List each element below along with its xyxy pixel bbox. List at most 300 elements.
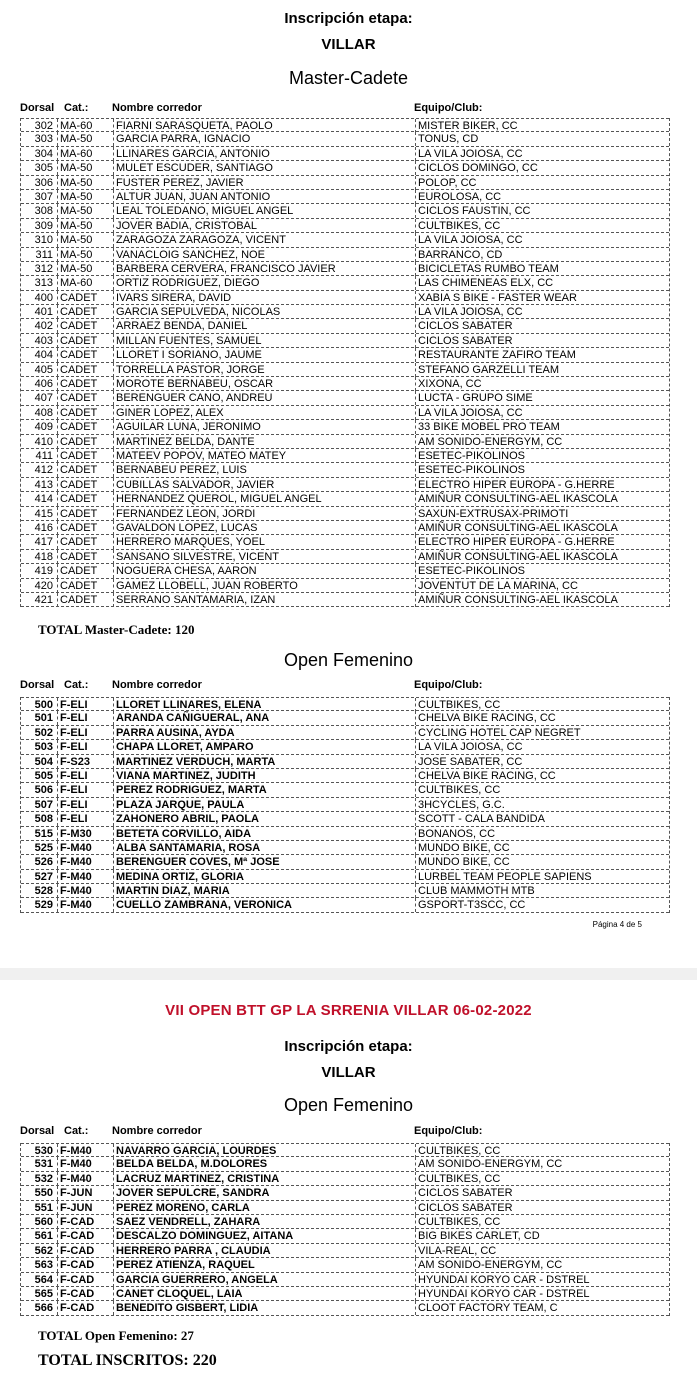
team-cell: JOVENTUT DE LA MARINA, CC — [415, 579, 668, 593]
rider-name-cell: LACRUZ MARTINEZ, CRISTINA — [113, 1172, 414, 1186]
team-cell: CICLOS FAUSTIN, CC — [415, 204, 668, 218]
dorsal-cell: 416 — [34, 521, 53, 534]
dorsal-cell: 415 — [34, 507, 53, 520]
table-row — [21, 769, 669, 783]
category-cell: MA-50 — [57, 161, 114, 175]
category-cell: CADET — [57, 449, 114, 463]
table-row — [21, 1201, 669, 1215]
dorsal-cell: 525 — [34, 841, 53, 854]
rider-name-cell: LLINARES GARCIA, ANTONIO — [113, 147, 414, 161]
team-cell: SCOTT - CALA BANDIDA — [415, 812, 668, 826]
rider-name-cell: JOVER BADIA, CRISTOBAL — [113, 219, 414, 233]
dorsal-cell: 414 — [34, 493, 53, 506]
rider-name-cell: CUBILLAS SALVADOR, JAVIER — [113, 478, 414, 492]
rider-name-cell: NOGUERA CHESA, AARON — [113, 564, 414, 578]
table-row — [21, 190, 669, 204]
dorsal-cell: 500 — [34, 699, 53, 711]
team-cell: CULTBIKES, CC — [415, 1144, 668, 1158]
table-row — [21, 161, 669, 175]
dorsal-cell: 412 — [34, 464, 53, 477]
dorsal-cell: 405 — [34, 363, 53, 376]
rider-name-cell: MULET ESCUDER, SANTIAGO — [113, 161, 414, 175]
team-cell: BARRANCO, CD — [415, 248, 668, 262]
dorsal-cell: 564 — [34, 1273, 53, 1286]
category-cell: CADET — [57, 593, 114, 607]
rider-name-cell: VANACLOIG SANCHEZ, NOE — [113, 248, 414, 262]
team-cell: XABIA S BIKE - FASTER WEAR — [415, 291, 668, 305]
category-heading-open-femenino: Open Femenino — [283, 650, 414, 670]
dorsal-cell: 309 — [34, 219, 53, 232]
rider-name-cell: TORRELLA PASTOR, JORGE — [113, 363, 414, 377]
category-cell: MA-50 — [57, 204, 114, 218]
dorsal-cell: 526 — [34, 856, 53, 869]
rider-name-cell: BELDA BELDA, M.DOLORES — [113, 1157, 414, 1171]
table-row — [21, 521, 669, 535]
category-cell: CADET — [57, 564, 114, 578]
table-row — [21, 841, 669, 855]
category-cell: F-ELI — [57, 698, 114, 712]
category-cell: MA-50 — [57, 132, 114, 146]
dorsal-cell: 504 — [34, 755, 53, 768]
rider-name-cell: JOVER SEPULCRE, SANDRA — [113, 1186, 414, 1200]
table-row — [21, 550, 669, 564]
category-cell: F-CAD — [57, 1244, 114, 1258]
rider-name-cell: GAVALDON LOPEZ, LUCAS — [113, 521, 414, 535]
team-cell: CLOOT FACTORY TEAM, C — [415, 1301, 668, 1315]
rider-name-cell: GARCIA GUERRERO, ANGELA — [113, 1273, 414, 1287]
dorsal-cell: 508 — [34, 813, 53, 826]
table-row — [21, 870, 669, 884]
rider-name-cell: GARCIA PARRA, IGNACIO — [113, 132, 414, 146]
rider-name-cell: GAMEZ LLOBELL, JUAN ROBERTO — [113, 579, 414, 593]
team-cell: VILA-REAL, CC — [415, 1244, 668, 1258]
category-cell: CADET — [57, 319, 114, 333]
table-row — [21, 305, 669, 319]
col-cat: Cat.: — [64, 679, 89, 691]
dorsal-cell: 503 — [34, 741, 53, 754]
category-cell: F-CAD — [57, 1215, 114, 1229]
team-cell: JOSE SABATER, CC — [415, 755, 668, 769]
category-cell: F-ELI — [57, 711, 114, 725]
rider-name-cell: MILLAN FUENTES, SAMUEL — [113, 334, 414, 348]
dorsal-cell: 550 — [34, 1187, 53, 1200]
rider-name-cell: HERNANDEZ QUEROL, MIGUEL ANGEL — [113, 492, 414, 506]
table-row — [21, 1244, 669, 1258]
category-cell: F-M30 — [57, 827, 114, 841]
table-row — [21, 564, 669, 578]
table-row — [21, 726, 669, 740]
inscription-title: Inscripción etapa: — [284, 10, 413, 27]
rider-name-cell: ORTIZ RODRIGUEZ, DIEGO — [113, 276, 414, 290]
dorsal-cell: 302 — [34, 120, 53, 132]
dorsal-cell: 531 — [34, 1158, 53, 1171]
table-row — [21, 507, 669, 521]
category-cell: CADET — [57, 334, 114, 348]
category-cell: MA-50 — [57, 219, 114, 233]
table-row — [21, 1273, 669, 1287]
team-cell: TONUS, CD — [415, 132, 668, 146]
dorsal-cell: 551 — [34, 1201, 53, 1214]
open-femenino-table-1 — [20, 697, 670, 913]
team-cell: AMIÑUR CONSULTING-AEL IKASCOLA — [415, 550, 668, 564]
rider-name-cell: ARANDA CAÑIGUERAL, ANA — [113, 711, 414, 725]
table-row — [21, 248, 669, 262]
dorsal-cell: 305 — [34, 162, 53, 175]
table-row — [21, 1172, 669, 1186]
category-cell: F-CAD — [57, 1287, 114, 1301]
category-cell: F-ELI — [57, 812, 114, 826]
team-cell: CYCLING HOTEL CAP NEGRET — [415, 726, 668, 740]
team-cell: CLUB MAMMOTH MTB — [415, 884, 668, 898]
table-row — [21, 1287, 669, 1301]
table-row — [21, 435, 669, 449]
team-cell: LA VILA JOIOSA, CC — [415, 305, 668, 319]
team-cell: EUROLOSA, CC — [415, 190, 668, 204]
open-femenino-table-2 — [20, 1143, 670, 1316]
category-cell: CADET — [57, 406, 114, 420]
table-row — [21, 233, 669, 247]
table-row — [21, 334, 669, 348]
team-cell: CULTBIKES, CC — [415, 698, 668, 712]
dorsal-cell: 417 — [34, 536, 53, 549]
category-heading-open-femenino: Open Femenino — [283, 1095, 414, 1115]
table-row — [21, 377, 669, 391]
dorsal-cell: 409 — [34, 421, 53, 434]
category-cell: F-ELI — [57, 740, 114, 754]
dorsal-cell: 420 — [34, 579, 53, 592]
category-cell: CADET — [57, 463, 114, 477]
table-row — [21, 1186, 669, 1200]
team-cell: ESETEC-PIKOLINOS — [415, 449, 668, 463]
dorsal-cell: 528 — [34, 885, 53, 898]
dorsal-cell: 502 — [34, 726, 53, 739]
team-cell: MISTER BIKER, CC — [415, 119, 668, 133]
category-cell: CADET — [57, 305, 114, 319]
category-cell: CADET — [57, 363, 114, 377]
dorsal-cell: 400 — [34, 291, 53, 304]
dorsal-cell: 401 — [34, 306, 53, 319]
rider-name-cell: CANET CLOQUEL, LAIA — [113, 1287, 414, 1301]
rider-name-cell: NAVARRO GARCIA, LOURDES — [113, 1144, 414, 1158]
team-cell: LUCTA - GRUPO SIME — [415, 391, 668, 405]
rider-name-cell: PEREZ RODRIGUEZ, MARTA — [113, 783, 414, 797]
team-cell: LA VILA JOIOSA, CC — [415, 233, 668, 247]
table-row — [21, 697, 669, 711]
rider-name-cell: ZAHONERO ABRIL, PAOLA — [113, 812, 414, 826]
rider-name-cell: LEAL TOLEDANO, MIGUEL ANGEL — [113, 204, 414, 218]
col-dorsal: Dorsal — [20, 679, 55, 691]
category-cell: CADET — [57, 579, 114, 593]
table-row — [21, 711, 669, 725]
team-cell: XIXONA, CC — [415, 377, 668, 391]
inscription-title: Inscripción etapa: — [284, 1038, 413, 1055]
team-cell: LA VILA JOIOSA, CC — [415, 406, 668, 420]
table-row — [21, 593, 669, 607]
table-row — [21, 449, 669, 463]
dorsal-cell: 311 — [35, 248, 53, 261]
category-cell: MA-60 — [57, 276, 114, 290]
page-2 — [0, 980, 697, 1384]
stage-name: VILLAR — [321, 1064, 376, 1081]
dorsal-cell: 563 — [34, 1259, 53, 1272]
dorsal-cell: 565 — [34, 1287, 53, 1300]
table-row — [21, 1301, 669, 1315]
rider-name-cell: IVARS SIRERA, DAVID — [113, 291, 414, 305]
dorsal-cell: 501 — [34, 712, 53, 725]
team-cell: CULTBIKES, CC — [415, 1172, 668, 1186]
team-cell: BONANOS, CC — [415, 827, 668, 841]
dorsal-cell: 560 — [34, 1215, 53, 1228]
category-cell: CADET — [57, 435, 114, 449]
dorsal-cell: 408 — [34, 406, 53, 419]
category-heading-master-cadete: Master-Cadete — [288, 68, 409, 88]
stage-name: VILLAR — [321, 36, 376, 53]
table-row — [21, 406, 669, 420]
category-cell: F-M40 — [57, 898, 114, 912]
rider-name-cell: MARTIN DIAZ, MARIA — [113, 884, 414, 898]
category-cell: F-JUN — [57, 1201, 114, 1215]
table-row — [21, 319, 669, 333]
dorsal-cell: 313 — [34, 277, 53, 290]
dorsal-cell: 304 — [34, 147, 53, 160]
rider-name-cell: PARRA AUSINA, AYDA — [113, 726, 414, 740]
category-cell: F-CAD — [57, 1258, 114, 1272]
grand-total: TOTAL INSCRITOS: 220 — [38, 1352, 217, 1369]
dorsal-cell: 421 — [34, 593, 53, 606]
col-team: Equipo/Club: — [414, 1125, 483, 1137]
team-cell: HYUNDAI KORYO CAR - DSTREL — [415, 1273, 668, 1287]
dorsal-cell: 529 — [34, 899, 53, 912]
dorsal-cell: 530 — [34, 1145, 53, 1157]
category-cell: CADET — [57, 420, 114, 434]
category-cell: F-M40 — [57, 841, 114, 855]
rider-name-cell: SERRANO SANTAMARIA, IZAN — [113, 593, 414, 607]
rider-name-cell: FUSTER PEREZ, JAVIER — [113, 176, 414, 190]
dorsal-cell: 410 — [34, 435, 53, 448]
rider-name-cell: FERNANDEZ LEON, JORDI — [113, 507, 414, 521]
col-name: Nombre corredor — [112, 102, 202, 114]
table-row — [21, 176, 669, 190]
team-cell: MUNDO BIKE, CC — [415, 841, 668, 855]
dorsal-cell: 507 — [34, 798, 53, 811]
team-cell: LA VILA JOIOSA, CC — [415, 740, 668, 754]
team-cell: CICLOS SABATER — [415, 319, 668, 333]
team-cell: CULTBIKES, CC — [415, 1215, 668, 1229]
category-cell: F-M40 — [57, 870, 114, 884]
team-cell: 3HCYCLES, G.C. — [415, 798, 668, 812]
page-separator — [0, 968, 697, 980]
category-cell: CADET — [57, 348, 114, 362]
table-row — [21, 478, 669, 492]
table-row — [21, 391, 669, 405]
category-cell: CADET — [57, 478, 114, 492]
col-cat: Cat.: — [64, 102, 89, 114]
rider-name-cell: MATEEV POPOV, MATEO MATEY — [113, 449, 414, 463]
dorsal-cell: 303 — [34, 133, 53, 146]
table-header — [20, 679, 670, 693]
category-cell: CADET — [57, 391, 114, 405]
table-row — [21, 219, 669, 233]
category-cell: F-JUN — [57, 1186, 114, 1200]
page-number: Página 4 de 5 — [592, 920, 642, 929]
team-cell: AMIÑUR CONSULTING-AEL IKASCOLA — [415, 521, 668, 535]
rider-name-cell: BERENGUER COVES, Mª JOSE — [113, 855, 414, 869]
table-row — [21, 1143, 669, 1157]
team-cell: ELECTRO HIPER EUROPA - G.HERRE — [415, 478, 668, 492]
table-row — [21, 798, 669, 812]
rider-name-cell: ALBA SANTAMARIA, ROSA — [113, 841, 414, 855]
table-row — [21, 898, 669, 912]
dorsal-cell: 308 — [34, 205, 53, 218]
rider-name-cell: SAEZ VENDRELL, ZAHARA — [113, 1215, 414, 1229]
dorsal-cell: 505 — [34, 769, 53, 782]
category-cell: MA-60 — [57, 147, 114, 161]
rider-name-cell: BARBERA CERVERA, FRANCISCO JAVIER — [113, 262, 414, 276]
table-row — [21, 420, 669, 434]
rider-name-cell: ZARAGOZA ZARAGOZA, VICENT — [113, 233, 414, 247]
table-row — [21, 1258, 669, 1272]
category-cell: MA-50 — [57, 233, 114, 247]
team-cell: LURBEL TEAM PEOPLE SAPIENS — [415, 870, 668, 884]
dorsal-cell: 411 — [35, 449, 53, 462]
master-cadete-table — [20, 118, 670, 607]
table-row — [21, 1157, 669, 1171]
dorsal-cell: 418 — [34, 550, 53, 563]
col-team: Equipo/Club: — [414, 102, 483, 114]
dorsal-cell: 527 — [34, 870, 53, 883]
table-row — [21, 262, 669, 276]
dorsal-cell: 515 — [34, 827, 53, 840]
team-cell: AMIÑUR CONSULTING-AEL IKASCOLA — [415, 492, 668, 506]
table-header — [20, 102, 670, 116]
rider-name-cell: GARCIA SEPULVEDA, NICOLAS — [113, 305, 414, 319]
category-cell: F-ELI — [57, 783, 114, 797]
team-cell: AMIÑUR CONSULTING-AEL IKASCOLA — [415, 593, 668, 607]
dorsal-cell: 402 — [34, 320, 53, 333]
team-cell: CICLOS DOMINGO, CC — [415, 161, 668, 175]
rider-name-cell: BENEDITO GISBERT, LIDIA — [113, 1301, 414, 1315]
team-cell: CULTBIKES, CC — [415, 783, 668, 797]
team-cell: CICLOS SABATER — [415, 1186, 668, 1200]
dorsal-cell: 403 — [34, 334, 53, 347]
rider-name-cell: BERENGUER CANO, ANDREU — [113, 391, 414, 405]
team-cell: BICICLETAS RUMBO TEAM — [415, 262, 668, 276]
rider-name-cell: MOROTE BERNABEU, OSCAR — [113, 377, 414, 391]
category-cell: F-CAD — [57, 1273, 114, 1287]
team-cell: POLOP, CC — [415, 176, 668, 190]
table-row — [21, 147, 669, 161]
team-cell: AM SONIDO-ENERGYM, CC — [415, 435, 668, 449]
table-row — [21, 363, 669, 377]
dorsal-cell: 561 — [34, 1230, 53, 1243]
team-cell: SAXUN-EXTRUSAX-PRIMOTI — [415, 507, 668, 521]
rider-name-cell: BETETA CORVILLO, AIDA — [113, 827, 414, 841]
table-row — [21, 1215, 669, 1229]
team-cell: MUNDO BIKE, CC — [415, 855, 668, 869]
table-row — [21, 827, 669, 841]
category-cell: F-M40 — [57, 1157, 114, 1171]
table-row — [21, 783, 669, 797]
team-cell: AM SONIDO-ENERGYM, CC — [415, 1157, 668, 1171]
category-cell: F-CAD — [57, 1301, 114, 1315]
rider-name-cell: CUELLO ZAMBRANA, VERONICA — [113, 898, 414, 912]
team-cell: LA VILA JOIOSA, CC — [415, 147, 668, 161]
team-cell: ELECTRO HIPER EUROPA - G.HERRE — [415, 535, 668, 549]
category-cell: CADET — [57, 291, 114, 305]
table-row — [21, 291, 669, 305]
dorsal-cell: 506 — [34, 784, 53, 797]
rider-name-cell: MARTINEZ VERDUCH, MARTA — [113, 755, 414, 769]
team-cell: GSPORT-T3SCC, CC — [415, 898, 668, 912]
team-cell: CHELVA BIKE RACING, CC — [415, 769, 668, 783]
team-cell: CULTBIKES, CC — [415, 219, 668, 233]
col-cat: Cat.: — [64, 1125, 89, 1137]
col-team: Equipo/Club: — [414, 679, 483, 691]
category-cell: F-ELI — [57, 726, 114, 740]
dorsal-cell: 566 — [34, 1302, 53, 1315]
dorsal-cell: 307 — [34, 190, 53, 203]
rider-name-cell: HERRERO MARQUES, YOEL — [113, 535, 414, 549]
table-row — [21, 579, 669, 593]
team-cell: LAS CHIMENEAS ELX, CC — [415, 276, 668, 290]
team-cell: 33 BIKE MOBEL PRO TEAM — [415, 420, 668, 434]
category-cell: MA-50 — [57, 248, 114, 262]
table-header — [20, 1125, 670, 1139]
dorsal-cell: 562 — [34, 1244, 53, 1257]
team-cell: BIG BIKES CARLET, CD — [415, 1229, 668, 1243]
team-cell: HYUNDAI KORYO CAR - DSTREL — [415, 1287, 668, 1301]
category-cell: MA-50 — [57, 176, 114, 190]
col-dorsal: Dorsal — [20, 1125, 55, 1137]
table-row — [21, 812, 669, 826]
dorsal-cell: 310 — [34, 234, 53, 247]
table-row — [21, 204, 669, 218]
team-cell: RESTAURANTE ZAFIRO TEAM — [415, 348, 668, 362]
team-cell: CICLOS SABATER — [415, 1201, 668, 1215]
table-row — [21, 463, 669, 477]
rider-name-cell: VIANA MARTINEZ, JUDITH — [113, 769, 414, 783]
category-cell: F-S23 — [57, 755, 114, 769]
dorsal-cell: 532 — [34, 1172, 53, 1185]
category-cell: F-M40 — [57, 1144, 114, 1158]
table-row — [21, 276, 669, 290]
rider-name-cell: DESCALZO DOMINGUEZ, AITANA — [113, 1229, 414, 1243]
rider-name-cell: GINER LOPEZ, ALEX — [113, 406, 414, 420]
rider-name-cell: MARTINEZ BELDA, DANTE — [113, 435, 414, 449]
rider-name-cell: ALTUR JUAN, JUAN ANTONIO — [113, 190, 414, 204]
total-master-cadete: TOTAL Master-Cadete: 120 — [38, 622, 195, 637]
col-dorsal: Dorsal — [20, 102, 55, 114]
rider-name-cell: LLORET I SORIANO, JAUME — [113, 348, 414, 362]
col-name: Nombre corredor — [112, 1125, 202, 1137]
team-cell: ESETEC-PIKOLINOS — [415, 564, 668, 578]
rider-name-cell: MEDINA ORTIZ, GLORIA — [113, 870, 414, 884]
team-cell: CICLOS SABATER — [415, 334, 668, 348]
rider-name-cell: AGUILAR LUNA, JERONIMO — [113, 420, 414, 434]
rider-name-cell: HERRERO PARRA , CLAUDIA — [113, 1244, 414, 1258]
rider-name-cell: LLORET LLINARES, ELENA — [113, 698, 414, 712]
category-cell: F-ELI — [57, 798, 114, 812]
total-open-femenino: TOTAL Open Femenino: 27 — [38, 1328, 194, 1343]
rider-name-cell: SANSANO SILVESTRE, VICENT — [113, 550, 414, 564]
col-name: Nombre corredor — [112, 679, 202, 691]
dorsal-cell: 419 — [34, 565, 53, 578]
table-row — [21, 348, 669, 362]
table-row — [21, 884, 669, 898]
dorsal-cell: 312 — [34, 262, 53, 275]
event-title: VII OPEN BTT GP LA SRRENIA VILLAR 06-02-2022 — [165, 1002, 532, 1019]
category-cell: F-CAD — [57, 1229, 114, 1243]
